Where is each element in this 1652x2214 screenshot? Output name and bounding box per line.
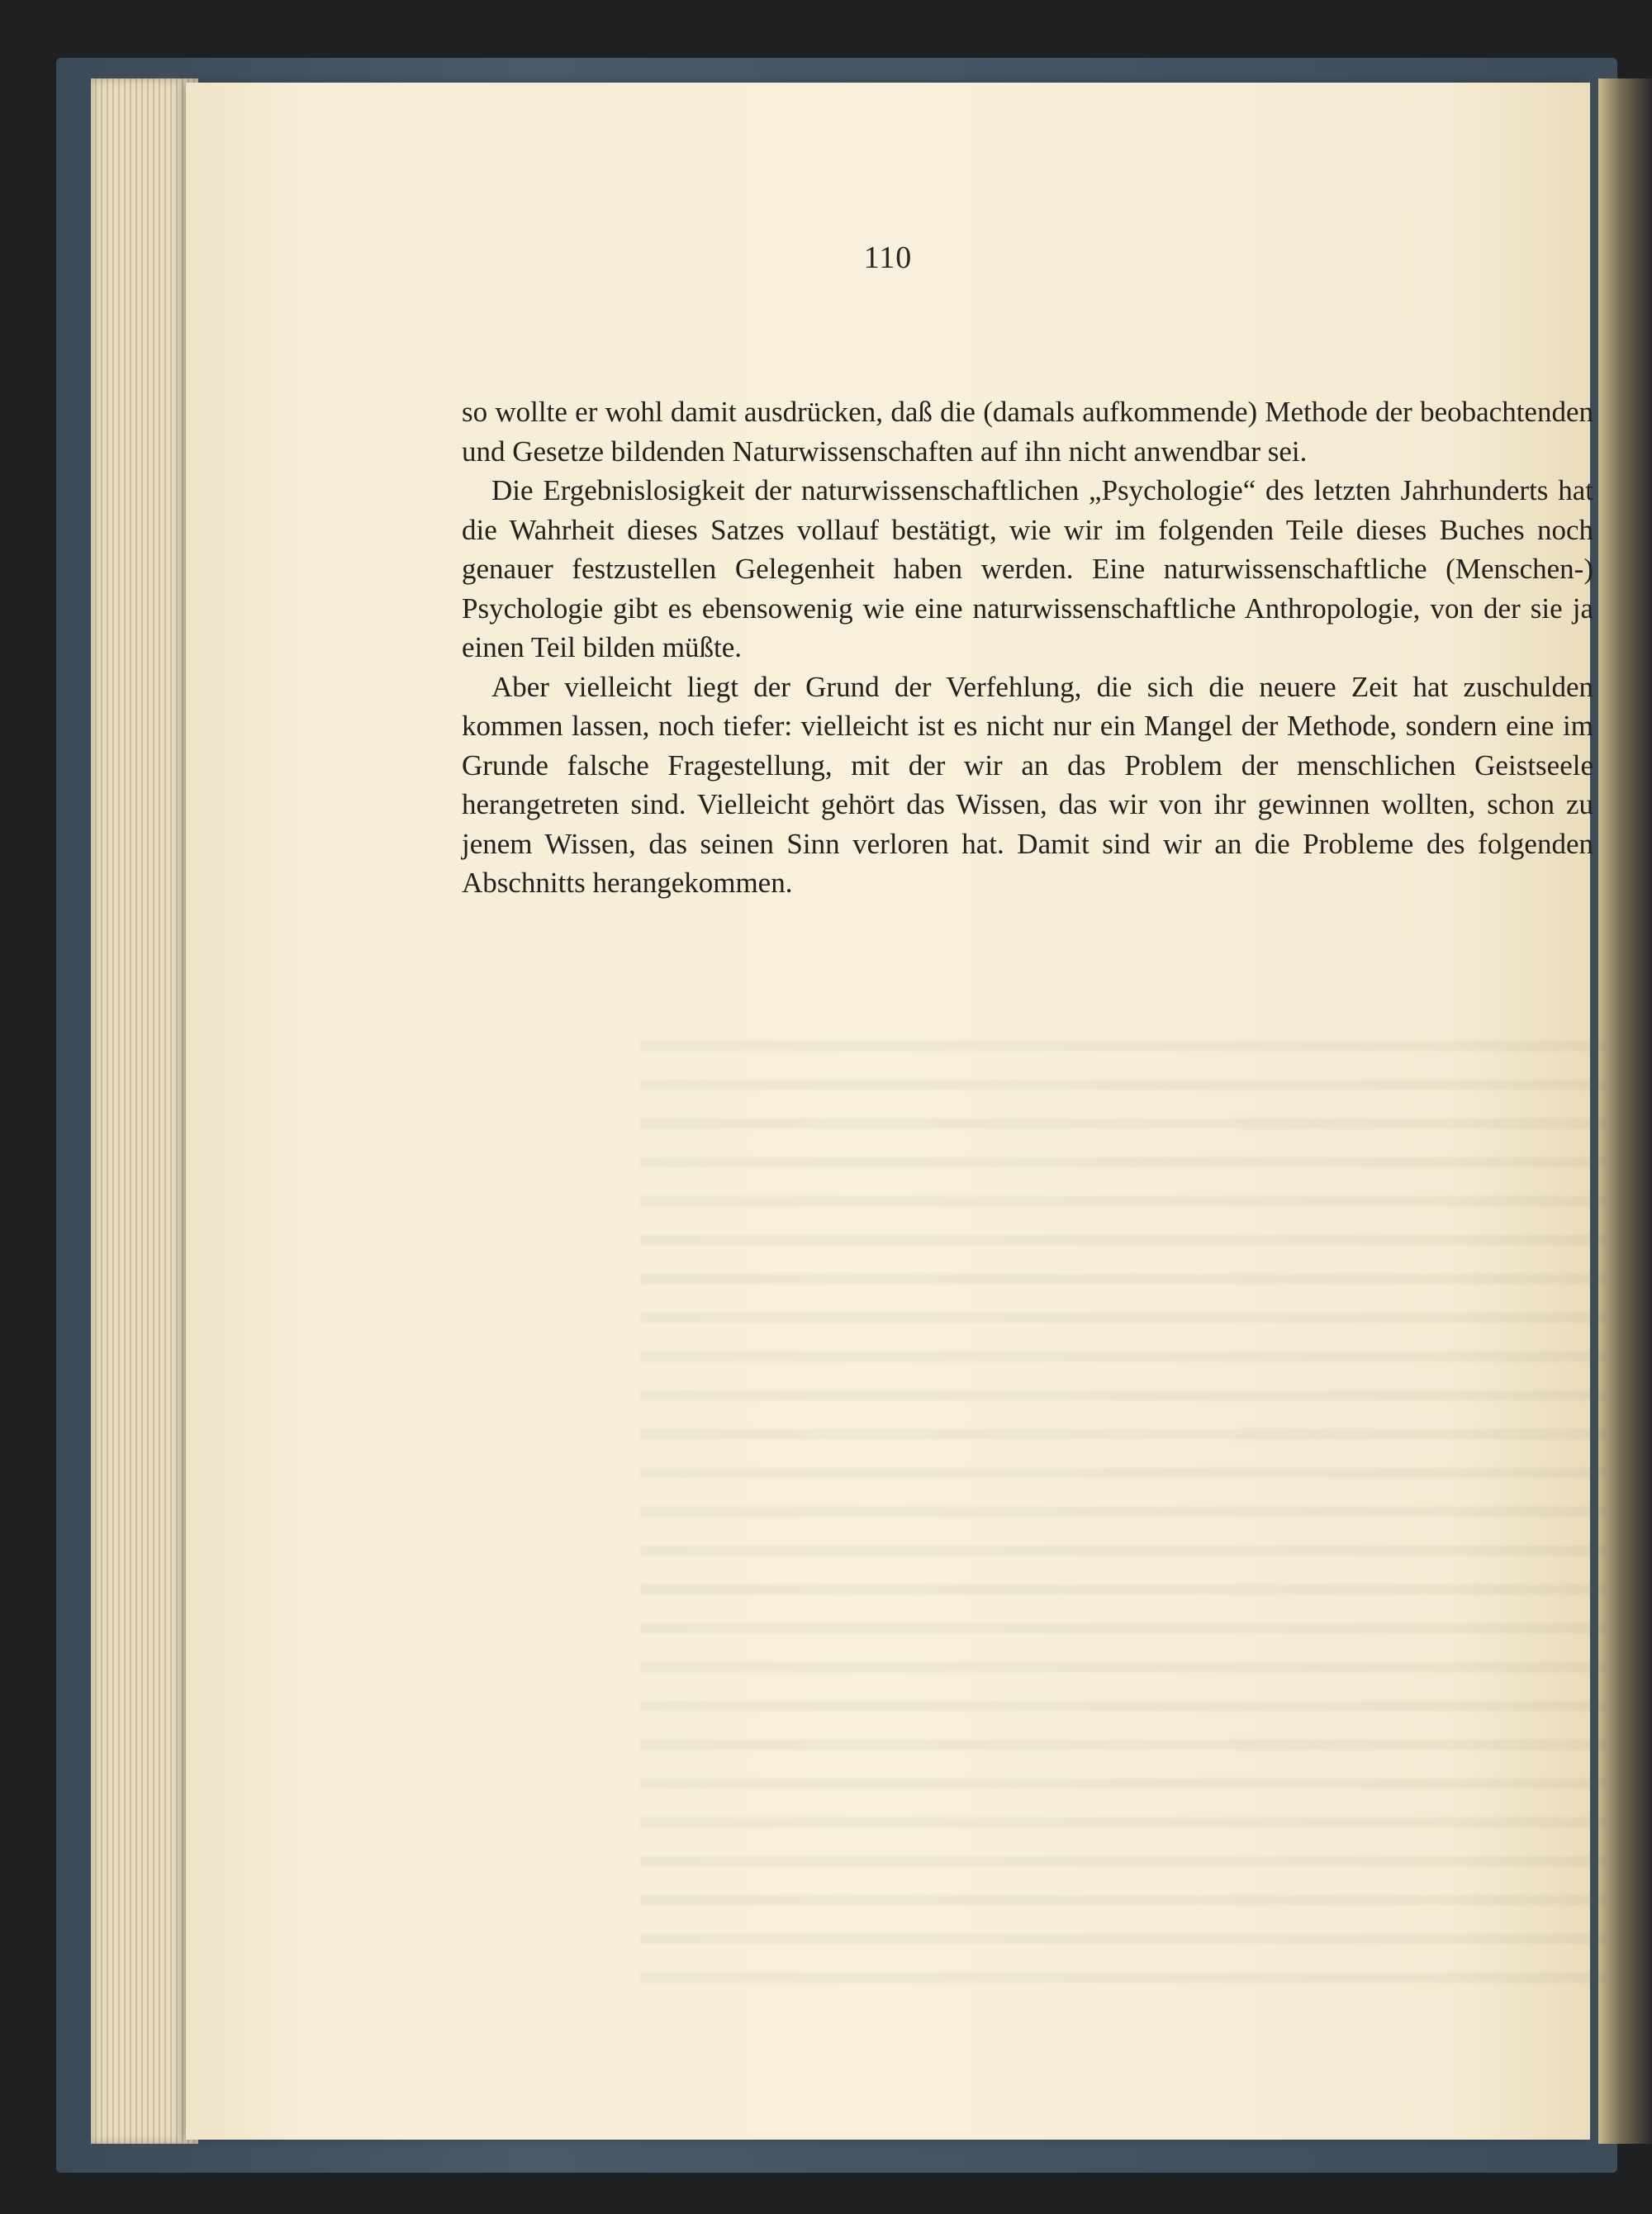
book-page [186,83,1593,2140]
paragraph-3: Aber vielleicht liegt der Grund der Verfehlung, die sich die neuere Zeit hat zuschulden kommen lassen, noch tiefer: vielleicht ist es nicht nur ein Mangel der Methode, sondern eine im Grunde falsche Fragestellung, mit der wir an das Problem der menschlichen Geistseele herangetreten sind. Vielleicht gehört das Wissen, das wir von ihr gewinnen wollten, schon zu jenem Wissen, das seinen Sinn verloren hat. Damit sind wir an die Probleme des folgenden Abschnitts herangekommen. [462,670,1593,899]
page-number: 110 [863,240,913,275]
page-edges-stack [91,78,198,2144]
paragraph-1: so wollte er wohl damit ausdrücken, daß die (damals aufkommende) Methode der beobachtenden und Gesetze bildenden Naturwissenschaften auf ihn nicht anwendbar sei. [462,396,1593,468]
paragraph-2: Die Ergebnislosigkeit der naturwissenschaftlichen „Psychologie“ des letzten Jahrhunderts hat die Wahrheit dieses Satzes vollauf bestätigt, wie wir im folgenden Teile dieses Buches noch genauer festzustellen Gelegenheit haben werden. Eine naturwissenschaftliche (Menschen-) Psychologie gibt es ebensowenig wie eine naturwissenschaftliche Anthropologie, von der sie ja einen Teil bilden müßte. [462,474,1593,663]
body-text [462,392,1593,903]
show-through-text [640,1016,1607,2007]
